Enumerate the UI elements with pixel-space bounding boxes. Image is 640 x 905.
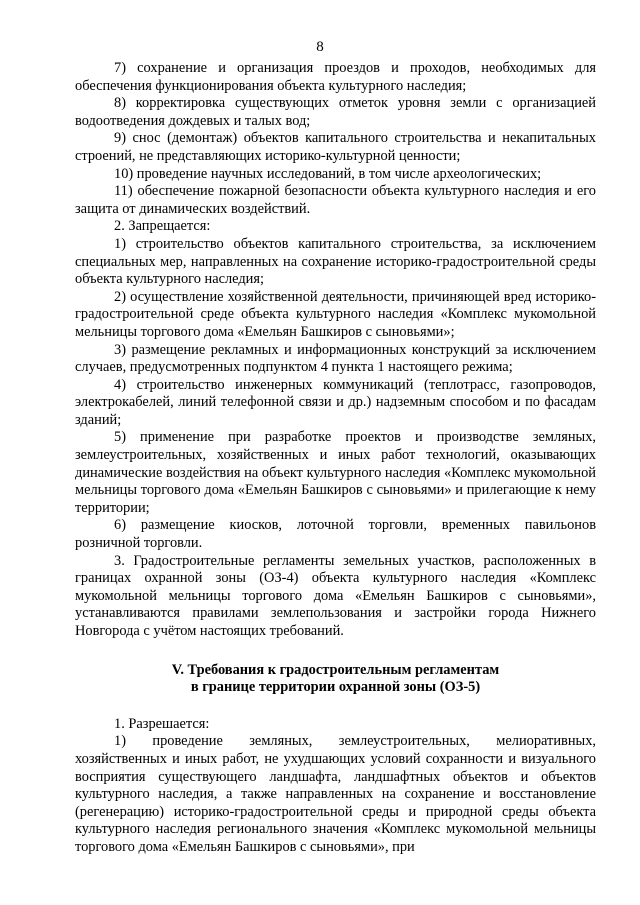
list-item: 4) строительство инженерных коммуникаций (теплотрасс, газопроводов, электрокабелей, линий телефонной связи и др.) надземным способом и по фасадам зданий; bbox=[75, 376, 596, 428]
document-body bbox=[75, 60, 596, 857]
list-item: 1) проведение земляных, землеустроительных, мелиоративных, хозяйственных и иных работ, не ухудшающих условий сохранности и визуального восприятия существующего ландшафта, ландшафтных объектов и объектов культурного наследия, а также направленных на сохранение и восстановление (регенерацию) историко-градостроительной среды и природной среды объекта культурного наследия регионального значения «Комплекс мукомольной мельницы торгового дома «Емельян Башкиров с сыновьями», при bbox=[75, 733, 596, 855]
list-item: 1) строительство объектов капитального строительства, за исключением специальных мер, направленных на сохранение историко-градостроительной среды объекта культурного наследия; bbox=[75, 235, 596, 288]
section-heading-line-2: в границе территории охранной зоны (ОЗ-5) bbox=[190, 679, 481, 696]
list-item: 3) размещение рекламных и информационных конструкций за исключением случаев, предусмотренных подпунктом 4 пункта 1 настоящего режима; bbox=[75, 341, 596, 376]
clause-paragraph: 3. Градостроительные регламенты земельных участков, расположенных в границах охранной зоны (ОЗ-4) объекта культурного наследия «Комплекс мукомольной мельницы торгового дома «Емельян Башкиров с сыновьями», устанавливаются правилами землепользования и застройки города Нижнего Новгорода с учётом настоящих требований. bbox=[75, 552, 596, 639]
list-item: 6) размещение киосков, лоточной торговли, временных павильонов розничной торговли. bbox=[75, 517, 596, 552]
page-number: 8 bbox=[316, 39, 324, 55]
section-label: 1. Разрешается: bbox=[114, 715, 210, 732]
list-item: 2) осуществление хозяйственной деятельности, причиняющей вред историко-градостроительной среде объекта культурного наследия «Комплекс мукомольной мельницы торгового дома «Емельян Башкиров с сыновьями»; bbox=[75, 288, 596, 340]
list-item: 7) сохранение и организация проездов и проходов, необходимых для обеспечения функционирования объекта культурного наследия; bbox=[75, 60, 596, 94]
list-item: 8) корректировка существующих отметок уровня земли с организацией водоотведения дождевых и талых вод; bbox=[75, 95, 596, 129]
section-label: 2. Запрещается: bbox=[114, 218, 211, 235]
section-heading-line-1: V. Требования к градостроительным регламентам bbox=[171, 661, 500, 678]
list-item: 5) применение при разработке проектов и производстве земляных, землеустроительных, хозяйственных и иных работ технологий, оказывающих динамические воздействия на объект культурного наследия «Комплекс мукомольной мельницы торгового дома «Емельян Башкиров с сыновьями» и прилегающие к нему территории; bbox=[75, 429, 596, 516]
section-heading bbox=[75, 662, 596, 697]
list-item: 11) обеспечение пожарной безопасности объекта культурного наследия и его защита от динамических воздействий. bbox=[75, 183, 596, 217]
list-item: 9) снос (демонтаж) объектов капитального строительства и некапитальных строений, не представляющих историко-культурной ценности; bbox=[75, 130, 596, 164]
list-item: 10) проведение научных исследований, в том числе археологических; bbox=[114, 165, 542, 182]
